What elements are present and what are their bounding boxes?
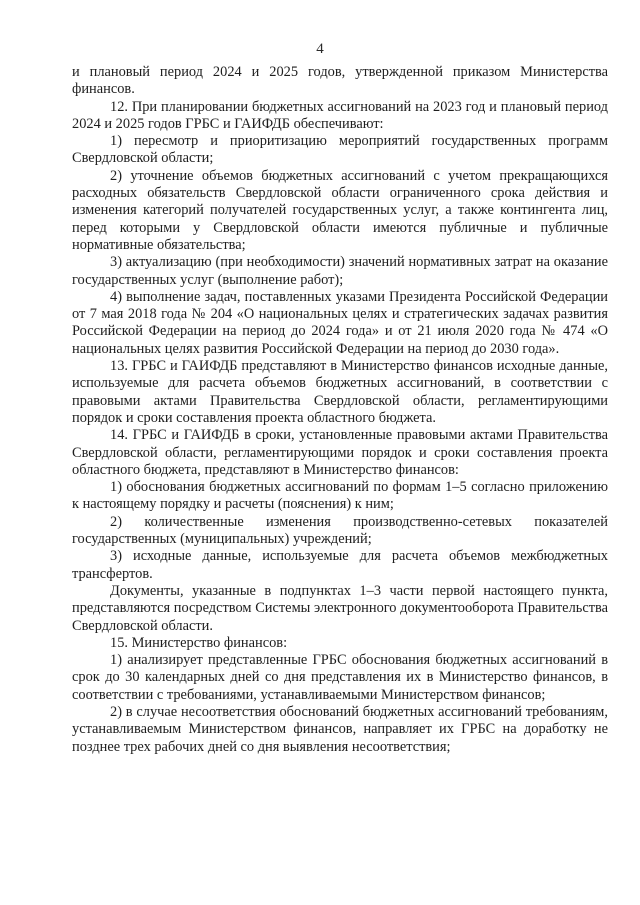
paragraph: 2) уточнение объемов бюджетных ассигнований с учетом прекращающихся расходных обязательств Свердловской области ограниченного срока действия и изменения категорий получателей государственных услуг, а также контингента лиц, перед которыми у Свердловской области имеются публичные и публичные нормативные обязательства;	[72, 167, 608, 253]
paragraph: Документы, указанные в подпунктах 1–3 части первой настоящего пункта, представляются посредством Системы электронного документооборота Правительства Свердловской области.	[72, 582, 608, 634]
document-body	[72, 64, 608, 756]
paragraph: 1) пересмотр и приоритизацию мероприятий государственных программ Свердловской области;	[72, 133, 608, 167]
paragraph: 3) исходные данные, используемые для расчета объемов межбюджетных трансфертов.	[72, 548, 608, 582]
paragraph: 13. ГРБС и ГАИФДБ представляют в Министерство финансов исходные данные, используемые для расчета объемов бюджетных ассигнований, в соответствии с правовыми актами Правительства Свердловской области, регламентирующими порядок и сроки составления проекта областного бюджета.	[72, 358, 608, 426]
paragraph: 1) обоснования бюджетных ассигнований по формам 1–5 согласно приложению к настоящему порядку и расчеты (пояснения) к ним;	[72, 479, 608, 513]
paragraph: 12. При планировании бюджетных ассигнований на 2023 год и плановый период 2024 и 2025 годов ГРБС и ГАИФДБ обеспечивают:	[72, 98, 608, 132]
page-number: 4	[316, 41, 324, 57]
paragraph: 14. ГРБС и ГАИФДБ в сроки, установленные правовыми актами Правительства Свердловской области, регламентирующими порядок и сроки составления проекта областного бюджета, представляют в Министерство финансов:	[72, 427, 608, 478]
paragraph: и плановый период 2024 и 2025 годов, утвержденной приказом Министерства финансов.	[72, 64, 608, 98]
paragraph: 15. Министерство финансов:	[110, 634, 288, 651]
paragraph: 2) в случае несоответствия обоснований бюджетных ассигнований требованиям, устанавливаемым Министерством финансов, направляет их ГРБС на доработку не позднее трех рабочих дней со дня выявления несоответствия;	[72, 703, 608, 755]
paragraph: 1) анализирует представленные ГРБС обоснования бюджетных ассигнований в срок до 30 календарных дней со дня представления их в Министерство финансов, в соответствии с требованиями, устанавливаемыми Министерством финансов;	[72, 652, 608, 703]
paragraph: 3) актуализацию (при необходимости) значений нормативных затрат на оказание государственных услуг (выполнение работ);	[72, 254, 608, 288]
paragraph: 4) выполнение задач, поставленных указами Президента Российской Федерации от 7 мая 2018 года № 204 «О национальных целях и стратегических задачах развития Российской Федерации на период до 2024 года» и от 21 июля 2020 года № 474 «О национальных целях развития Российской Федерации на период до 2030 года».	[72, 288, 608, 357]
paragraph: 2) количественные изменения производственно-сетевых показателей государственных (муниципальных) учреждений;	[72, 513, 608, 548]
